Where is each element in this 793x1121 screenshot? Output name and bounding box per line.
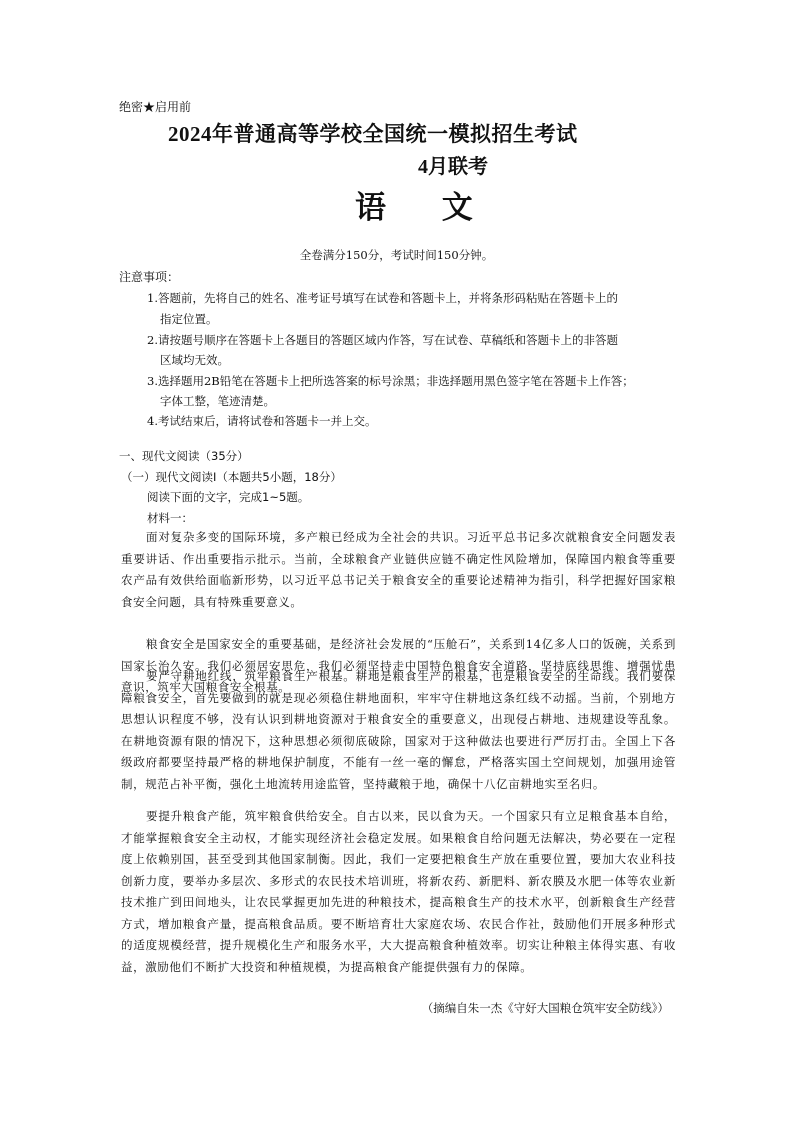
section-heading: 一、现代文阅读（35分） xyxy=(119,449,249,463)
notice-item-3-cont: 字体工整，笔迹清楚。 xyxy=(160,394,275,408)
notice-item-1-cont: 指定位置。 xyxy=(160,312,218,326)
material-label: 材料一： xyxy=(147,511,193,525)
source-citation: （摘编自朱一杰《守好大国粮仓筑牢安全防线》） xyxy=(421,1001,669,1015)
exam-meta: 全卷满分150分，考试时间150分钟。 xyxy=(299,248,494,262)
notice-item-2: 2.请按题号顺序在答题卡上各题目的答题区域内作答，写在试卷、草稿纸和答题卡上的非答题 xyxy=(147,333,618,347)
paragraph-2: 粮食安全是国家安全的重要基础，是经济社会发展的“压舱石”，关系到14亿多人口的饭碗，关系到国家长治久安。我们必须居安思危，我们必须坚持走中国特色粮食安全道路，坚持底线思维、增强忧患意识，筑牢大国粮食安全根基。 xyxy=(121,637,676,694)
notice-heading: 注意事项： xyxy=(119,270,180,284)
reading-instruction: 阅读下面的文字，完成1~5题。 xyxy=(147,490,310,504)
exam-subtitle: 4月联考 xyxy=(418,156,488,178)
subject-title: 语 文 xyxy=(355,190,497,225)
subsection-heading: （一）现代文阅读Ⅰ（本题共5小题，18分） xyxy=(121,470,342,484)
paragraph-1: 面对复杂多变的国际环境，多产粮已经成为全社会的共识。习近平总书记多次就粮食安全问题发表重要讲话、作出重要指示批示。当前，全球粮食产业链供应链不确定性风险增加，保障国内粮食等重要农产品有效供给面临新形势，以习近平总书记关于粮食安全的重要论述精神为指引，科学把握好国家粮食安全问题，具有特殊重要意义。 xyxy=(121,530,676,609)
notice-item-3: 3.选择题用2B铅笔在答题卡上把所选答案的标号涂黑；非选择题用黑色签字笔在答题卡上作答； xyxy=(147,374,634,388)
paragraph-4: 要提升粮食产能，筑牢粮食供给安全。自古以来，民以食为天。一个国家只有立足粮食基本自给，才能掌握粮食安全主动权，才能实现经济社会稳定发展。如果粮食自给问题无法解决，势必要在一定程度上依赖别国，甚至受到其他国家制衡。因此，我们一定要把粮食生产放在重要位置，要加大农业科技创新力度，要举办多层次、多形式的农民技术培训班，将新农药、新肥料、新农膜及水肥一体等农业新技术推广到田间地头，让农民掌握更加先进的种粮技术，提高粮食生产的技术水平，创新粮食生产经营方式，增加粮食产量，提高粮食品质。要不断培育壮大家庭农场、农民合作社，鼓励他们开展多种形式的适度规模经营，提升规模化生产和服务水平，大大提高粮食种植效率。切实让种粮主体得实惠、有收益，激励他们不断扩大投资和种植规模，为提高粮食产能提供强有力的保障。 xyxy=(121,809,676,974)
notice-item-2-cont: 区域均无效。 xyxy=(160,353,229,367)
paragraph-3: 要严守耕地红线，筑牢粮食生产根基。耕地是粮食生产的根基，也是粮食安全的生命线。我们要保障粮食安全，首先要做到的就是现必须稳住耕地面积，牢牢守住耕地这条红线不动摇。当前，个别地方思想认识程度不够，没有认识到耕地资源对于粮食安全的重要意义，出现侵占耕地、违规建设等乱象。在耕地资源有限的情况下，这种思想必须彻底破除，国家对于这种做法也要进行严厉打击。全国上下各级政府都要坚持最严格的耕地保护制度，不能有一丝一毫的懈怠，严格落实国土空间规划，加强用途管制，规范占补平衡，强化土地流转用途监管，坚持藏粮于地，确保十八亿亩耕地实至名归。 xyxy=(121,669,676,791)
exam-title: 2024年普通高等学校全国统一模拟招生考试 xyxy=(168,122,578,146)
confidential-label: 绝密★启用前 xyxy=(119,100,192,114)
notice-item-1: 1.答题前，先将自己的姓名、准考证号填写在试卷和答题卡上，并将条形码粘贴在答题卡上的 xyxy=(147,291,618,305)
notice-item-4: 4.考试结束后，请将试卷和答题卡一并上交。 xyxy=(147,414,377,428)
